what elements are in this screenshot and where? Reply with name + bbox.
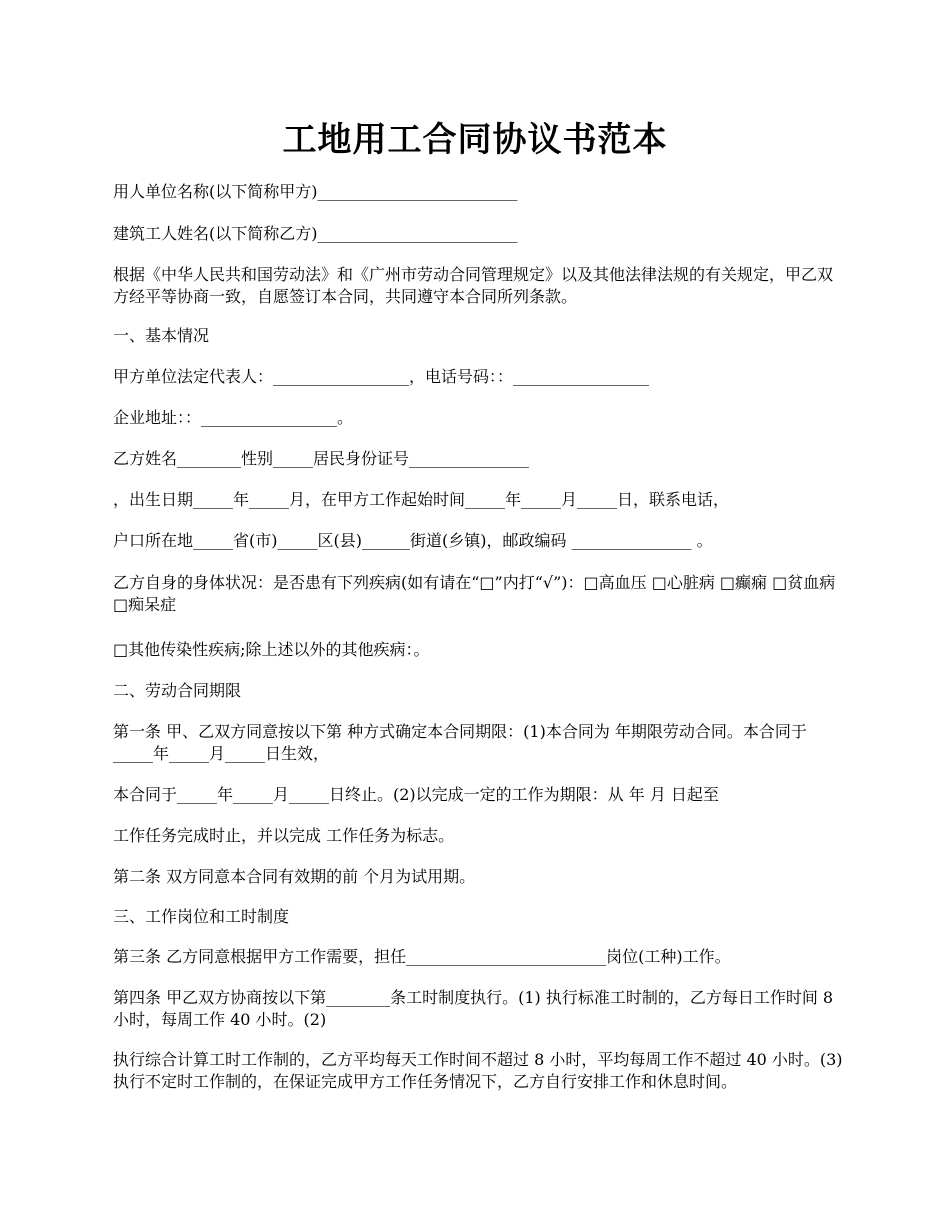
document-title: 工地用工合同协议书范本 bbox=[282, 120, 668, 160]
household-registration-line: 户口所在地_____省(市)_____区(县)______街道(乡镇)，邮政编码 _______________ 。 bbox=[113, 531, 713, 550]
worker-name-line: 建筑工人姓名(以下简称乙方)_________________________ bbox=[113, 224, 518, 243]
worker-info-line: 乙方姓名________性别_____居民身份证号_______________ bbox=[113, 449, 530, 468]
working-hours-paragraph: 执行综合计算工时工作制的，乙方平均每天工作时间不超过 8 小时，平均每周工作不超过 40 小时。(3)执行不定时工作制的，在保证完成甲方工作任务情况下，乙方自行安排工作和休息时间。 bbox=[113, 1050, 843, 1091]
employer-name-line: 用人单位名称(以下简称甲方)_________________________ bbox=[113, 182, 518, 201]
section-heading-basic-info: 一、基本情况 bbox=[113, 326, 210, 345]
other-diseases-line: □其他传染性疾病;除上述以外的其他疾病：。 bbox=[113, 640, 430, 659]
preamble-paragraph: 根据《中华人民共和国劳动法》和《广州市劳动合同管理规定》以及其他法律法规的有关规定，甲乙双方经平等协商一致，自愿签订本合同，共同遵守本合同所列条款。 bbox=[113, 265, 834, 306]
section-heading-contract-term: 二、劳动合同期限 bbox=[113, 681, 242, 700]
task-completion-line: 工作任务完成时止，并以完成 工作任务为标志。 bbox=[113, 826, 455, 845]
company-address-line: 企业地址：：_________________。 bbox=[113, 408, 354, 427]
article-two-line: 第二条 双方同意本合同有效期的前 个月为试用期。 bbox=[113, 867, 476, 886]
health-status-paragraph: 乙方自身的身体状况：是否患有下列疾病(如有请在“□”内打“√”)：□高血压 □心脏病 □癫痫 □贫血病 □痴呆症 bbox=[113, 573, 836, 614]
legal-representative-line: 甲方单位法定代表人：_________________，电话号码：：_________________ bbox=[113, 367, 650, 386]
section-heading-position-hours: 三、工作岗位和工时制度 bbox=[113, 907, 290, 926]
birth-date-line: ，出生日期_____年_____月，在甲方工作起始时间_____年_____月_____日，联系电话， bbox=[113, 490, 730, 509]
article-four-paragraph: 第四条 甲乙双方协商按以下第________条工时制度执行。(1) 执行标准工时制的，乙方每日工作时间 8 小时，每周工作 40 小时。(2) bbox=[113, 988, 834, 1029]
article-one-paragraph: 第一条 甲、乙双方同意按以下第 种方式确定本合同期限：(1)本合同为 年期限劳动合同。本合同于_____年_____月_____日生效， bbox=[113, 722, 807, 763]
article-three-line: 第三条 乙方同意根据甲方工作需要，担任_________________________岗位(工种)工作。 bbox=[113, 947, 731, 966]
contract-end-line: 本合同于_____年_____月_____日终止。(2)以完成一定的工作为期限：从 年 月 日起至 bbox=[113, 785, 719, 804]
